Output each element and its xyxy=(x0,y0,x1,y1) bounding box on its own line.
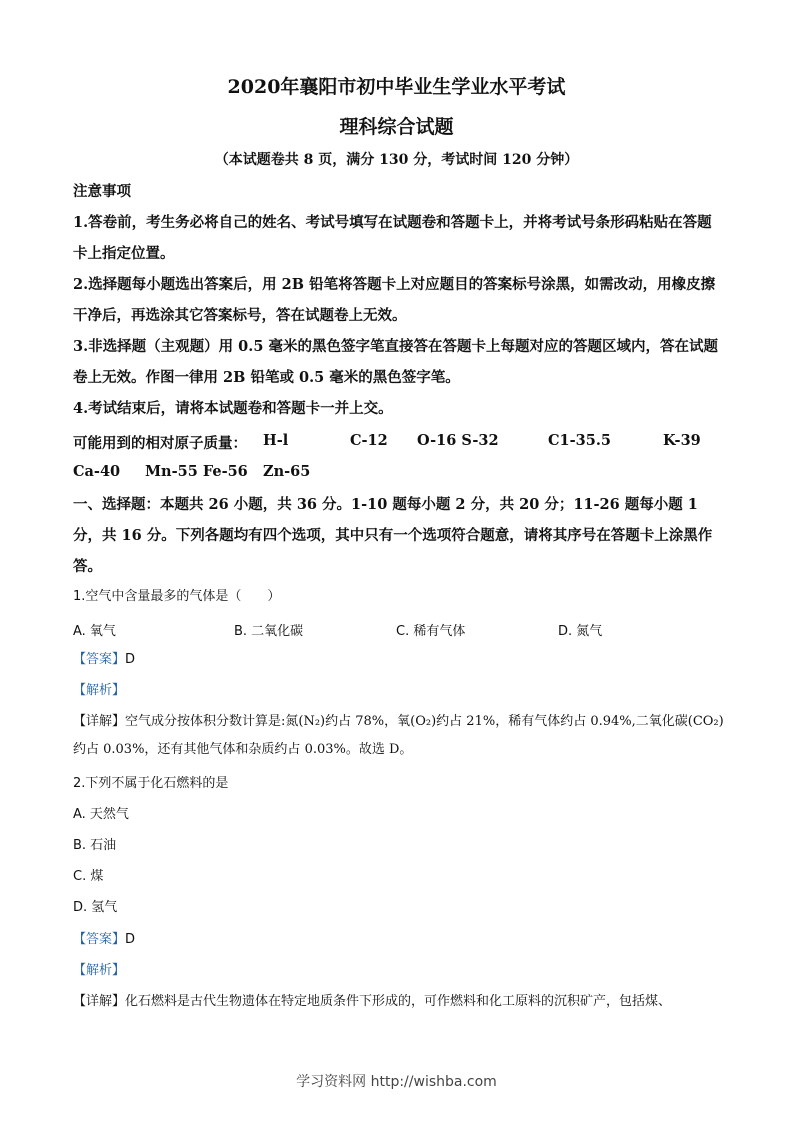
q1-option-b: B. 二氧化碳 xyxy=(234,624,304,639)
q2-answer xyxy=(73,926,725,954)
mass-c: C-12 xyxy=(350,432,388,449)
answer-tag: 【答案】 xyxy=(73,652,126,667)
q1-answer xyxy=(73,646,725,674)
q2-detail xyxy=(73,988,725,1016)
q1-option-c: C. 稀有气体 xyxy=(396,624,466,639)
notice-item-2: 2.选择题每小题选出答案后，用 2B 铅笔将答题卡上对应题目的答案标号涂黑，如需改动，用橡皮擦干净后，再选涂其它答案标号，答在试题卷上无效。 xyxy=(73,276,716,324)
detail-tag: 【详解】 xyxy=(73,714,126,729)
detail-text: 化石燃料是古代生物遗体在特定地质条件下形成的，可作燃料和化工原料的沉积矿产，包括煤、 xyxy=(125,994,672,1009)
q1-option-a: A. 氧气 xyxy=(73,624,116,639)
analysis-tag: 【解析】 xyxy=(73,683,126,698)
mass-zn: Zn-65 xyxy=(263,463,311,480)
detail-tag: 【详解】 xyxy=(73,994,126,1009)
q2-stem: 2.下列不属于化石燃料的是 xyxy=(73,776,229,791)
footer-watermark: 学习资料网 http://wishba.com xyxy=(296,1074,497,1090)
mass-ca: Ca-40 xyxy=(73,463,121,480)
q2-option-b: B. 石油 xyxy=(73,838,117,853)
mass-h: H-l xyxy=(263,432,289,449)
atomic-mass-label: 可能用到的相对原子质量： xyxy=(73,435,247,452)
q1-analysis xyxy=(73,677,725,705)
q2-option-c: C. 煤 xyxy=(73,869,104,884)
answer-value: D xyxy=(125,652,136,667)
section-1-intro: 一、选择题：本题共 26 小题，共 36 分。1-10 题每小题 2 分，共 20 分；11-26 题每小题 1 分，共 16 分。下列各题均有四个选项，其中只有一个选项符合题意，请将其序号在答题卡上涂黑作答。 xyxy=(73,496,713,575)
exam-info: （本试题卷共 8 页，满分 130 分，考试时间 120 分钟） xyxy=(214,152,579,168)
q1-stem: 1.空气中含量最多的气体是（ ） xyxy=(73,589,281,604)
answer-value: D xyxy=(125,932,136,947)
answer-tag: 【答案】 xyxy=(73,932,126,947)
mass-o-s: O-16 S-32 xyxy=(417,432,499,449)
notice-item-3: 3.非选择题（主观题）用 0.5 毫米的黑色签字笔直接答在答题卡上每题对应的答题区域内，答在试题卷上无效。作图一律用 2B 铅笔或 0.5 毫米的黑色签字笔。 xyxy=(73,338,718,386)
mass-cl: C1-35.5 xyxy=(548,432,611,449)
mass-k: K-39 xyxy=(663,432,701,449)
notice-item-1: 1.答卷前，考生务必将自己的姓名、考试号填写在试题卷和答题卡上，并将考试号条形码粘贴在答题卡上指定位置。 xyxy=(73,214,712,262)
q2-option-a: A. 天然气 xyxy=(73,807,129,822)
detail-text: 空气成分按体积分数计算是:氮(N₂)约占 78%，氧(O₂)约占 21%，稀有气体约占 0.94%,二氧化碳(CO₂)约占 0.03%，还有其他气体和杂质约占 0.03%。故选 D。 xyxy=(73,714,724,757)
exam-subject: 理科综合试题 xyxy=(339,116,454,138)
exam-title: 2020年襄阳市初中毕业生学业水平考试 xyxy=(227,76,566,98)
notice-item-4: 4.考试结束后，请将本试题卷和答题卡一并上交。 xyxy=(73,400,393,417)
q1-detail xyxy=(73,708,725,764)
notice-heading: 注意事项 xyxy=(73,183,131,200)
q2-option-d: D. 氢气 xyxy=(73,900,118,915)
q1-option-d: D. 氮气 xyxy=(558,624,603,639)
q2-analysis xyxy=(73,957,725,985)
mass-mn-fe: Mn-55 Fe-56 xyxy=(145,463,248,480)
analysis-tag: 【解析】 xyxy=(73,963,126,978)
